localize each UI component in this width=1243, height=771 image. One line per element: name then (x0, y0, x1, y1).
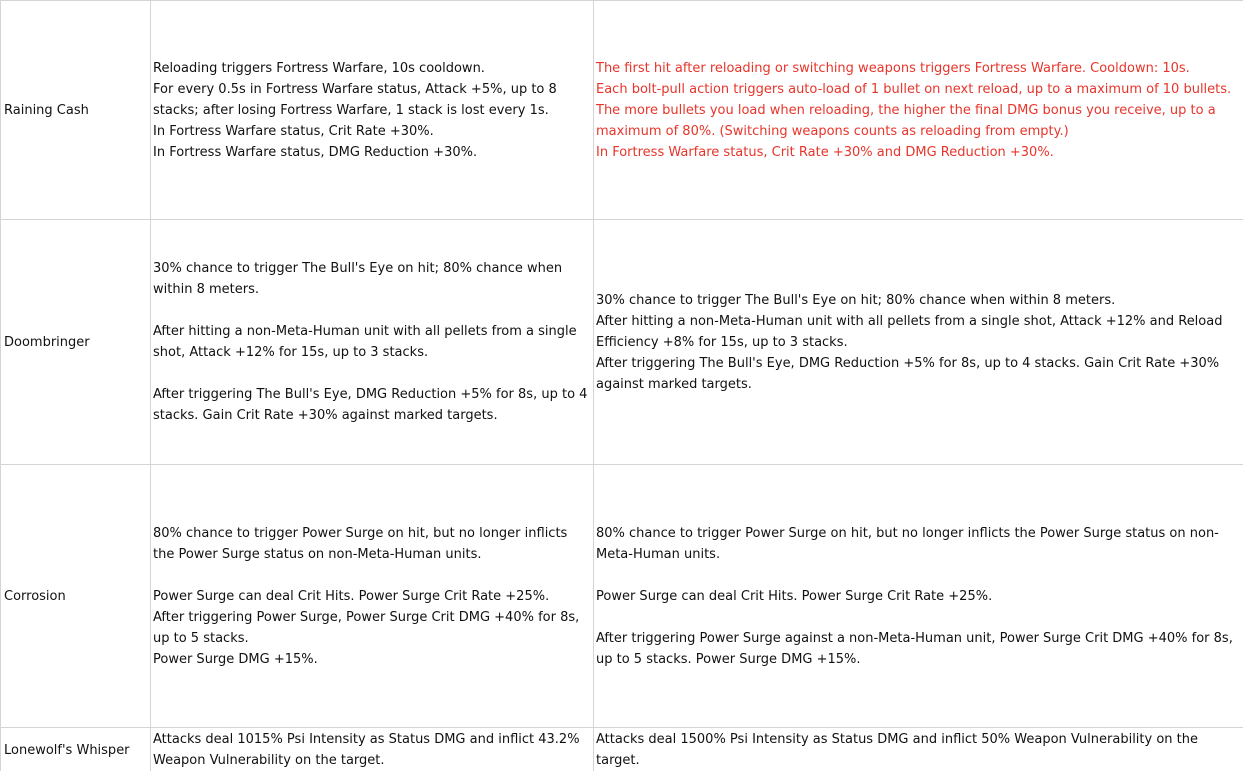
old-line: In Fortress Warfare status, DMG Reduction +30%. (153, 144, 478, 160)
table-row (1, 220, 1243, 465)
old-line-blank (153, 300, 591, 321)
old-line: For every 0.5s in Fortress Warfare status, Attack +5%, up to 8 stacks; after losing Fortress Warfare, 1 stack is lost every 1s. (153, 81, 557, 118)
cell-old[interactable] (151, 728, 594, 771)
cell-name[interactable] (1, 220, 151, 465)
row-name: Lonewolf's Whisper (4, 742, 130, 758)
cell-new[interactable] (594, 728, 1243, 771)
table-row (1, 728, 1243, 771)
row-name: Corrosion (4, 588, 66, 604)
row-name: Doombringer (4, 334, 90, 350)
old-line-blank (153, 565, 591, 586)
new-line: 80% chance to trigger Power Surge on hit, but no longer inflicts the Power Surge status on non-Meta-Human units. (596, 525, 1219, 562)
cell-new[interactable] (594, 220, 1243, 465)
cell-new-changed[interactable] (594, 1, 1243, 220)
old-line: Reloading triggers Fortress Warfare, 10s cooldown. (153, 60, 485, 76)
old-line: Power Surge DMG +15%. (153, 651, 318, 667)
cell-old[interactable] (151, 220, 594, 465)
cell-name[interactable] (1, 465, 151, 728)
row-name: Raining Cash (4, 102, 89, 118)
old-line: 80% chance to trigger Power Surge on hit, but no longer inflicts the Power Surge status on non-Meta-Human units. (153, 525, 568, 562)
old-line: In Fortress Warfare status, Crit Rate +30%. (153, 123, 434, 139)
old-line: After hitting a non-Meta-Human unit with all pellets from a single shot, Attack +12% for 15s, up to 3 stacks. (153, 324, 577, 360)
new-line: The first hit after reloading or switching weapons triggers Fortress Warfare. Cooldown: 10s. (596, 60, 1190, 76)
new-line: After triggering The Bull's Eye, DMG Reduction +5% for 8s, up to 4 stacks. Gain Crit Rate +30% against marked targets. (596, 355, 1220, 392)
new-line: Attacks deal 1500% Psi Intensity as Status DMG and inflict 50% Weapon Vulnerability on the target. (596, 732, 1198, 768)
cell-name[interactable] (1, 728, 151, 771)
old-line: After triggering Power Surge, Power Surge Crit DMG +40% for 8s, up to 5 stacks. (153, 609, 580, 646)
new-line: The more bullets you load when reloading, the higher the final DMG bonus you receive, up to a maximum of 80%. (Switching weapons counts as reloading from empty.) (596, 102, 1216, 139)
new-line-blank (596, 565, 1241, 586)
new-line-blank (596, 607, 1241, 628)
new-line: Each bolt-pull action triggers auto-load of 1 bullet on next reload, up to a maximum of 10 bullets. (596, 81, 1232, 97)
new-line: Power Surge can deal Crit Hits. Power Surge Crit Rate +25%. (596, 588, 993, 604)
table-row (1, 1, 1243, 220)
table-row (1, 465, 1243, 728)
new-line: 30% chance to trigger The Bull's Eye on hit; 80% chance when within 8 meters. (596, 292, 1116, 308)
old-line: 30% chance to trigger The Bull's Eye on hit; 80% chance when within 8 meters. (153, 261, 563, 297)
new-line: In Fortress Warfare status, Crit Rate +30% and DMG Reduction +30%. (596, 144, 1054, 160)
old-line: Power Surge can deal Crit Hits. Power Surge Crit Rate +25%. (153, 588, 550, 604)
cell-name[interactable] (1, 1, 151, 220)
new-line: After hitting a non-Meta-Human unit with all pellets from a single shot, Attack +12% and Reload Efficiency +8% for 15s, up to 3 stacks. (596, 313, 1223, 350)
old-line-blank (153, 363, 591, 384)
cell-old[interactable] (151, 1, 594, 220)
cell-new[interactable] (594, 465, 1243, 728)
old-line: Attacks deal 1015% Psi Intensity as Status DMG and inflict 43.2% Weapon Vulnerability on the target. (153, 732, 580, 768)
new-line: After triggering Power Surge against a non-Meta-Human unit, Power Surge Crit DMG +40% for 8s, up to 5 stacks. Power Surge DMG +15%. (596, 630, 1233, 667)
old-line: After triggering The Bull's Eye, DMG Reduction +5% for 8s, up to 4 stacks. Gain Crit Rate +30% against marked targets. (153, 387, 588, 423)
cell-old[interactable] (151, 465, 594, 728)
